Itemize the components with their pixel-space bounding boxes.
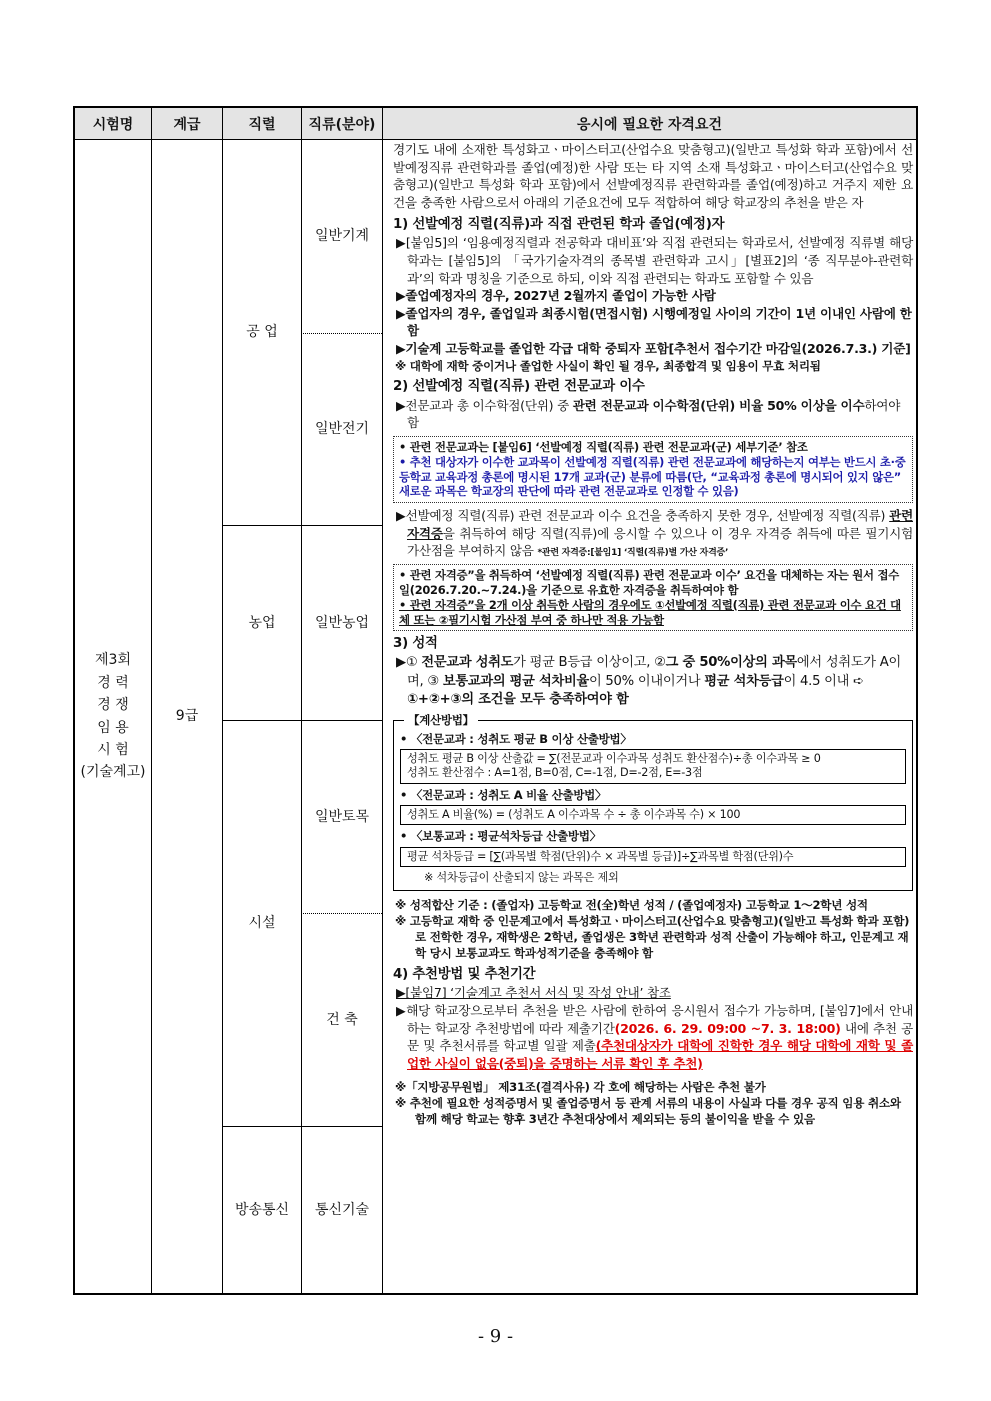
section-3-note: ※ 성적합산 기준 : (졸업자) 고등학교 전(全)학년 성적 / (졸업예정자) 고등학교 1～2학년 성적 xyxy=(395,897,868,912)
section-1-bullet: ▶[붙임5]의 ‘임용예정직렬과 전공학과 대비표’와 직접 관련되는 학과로서, 선발예정 직류별 해당 학과는 [붙임5]의 「국가기술자격의 종목별 관련학과 고시」[별표2]의 ‘종 직무분야-관련학과’의 학과 명칭을 기준으로 하되, 이와 직접 관련되는 학과도 포함할 수 있음 xyxy=(396,235,913,286)
text-run: 하여야 함 xyxy=(407,397,901,431)
section-2-bullet xyxy=(393,397,913,432)
series-bangsong: 방송통신 xyxy=(234,1201,290,1218)
exam-name-line: (기술계고) xyxy=(80,764,146,781)
text-run: 보통교과의 평균 석차비율 xyxy=(442,673,589,689)
notice-box xyxy=(393,564,913,631)
header-series: 직렬 xyxy=(223,108,301,139)
section-1-bullet: ▶기술계 고등학교를 졸업한 각급 대학 중퇴자 포함[추천서 접수기간 마감일(2026.7.3.) 기준] xyxy=(396,341,911,357)
section-2-title: 2) 선발예정 직렬(직류) 관련 전문교과 이수 xyxy=(393,378,645,394)
series-gongeop: 공 업 xyxy=(246,324,278,341)
section-1-title: 1) 선발예정 직렬(직류)과 직접 관련된 학과 졸업(예정)자 xyxy=(393,216,725,232)
calc-line: 평균 석차등급 = [∑(과목별 학점(단위)수 × 과목별 등급)]÷∑과목별 학점(단위)수 xyxy=(407,849,794,863)
header-grade: 계급 xyxy=(152,108,222,139)
text-run: ➪ ①+②+③의 조건을 모두 충족하여야 함 xyxy=(407,673,864,708)
exam-name-line: 경 력 xyxy=(97,674,129,691)
text-run: 전문교과 성취도 xyxy=(421,655,514,671)
field-tongsin: 통신기술 xyxy=(314,1201,370,1218)
section-3-title: 3) 성적 xyxy=(393,636,438,652)
section-2-bullet xyxy=(393,507,913,560)
series-siseol: 시설 xyxy=(248,915,276,932)
exam-name xyxy=(75,140,151,1293)
calc-subtitle: • 〈전문교과 : 성취도 A 비율 산출방법〉 xyxy=(400,787,607,802)
notice-line: • 관련 전문교과는 [붙임6] ‘선발예정 직렬(직류) 관련 전문교과(군) 세부기준’ 참조 xyxy=(399,439,808,454)
section-1-note: ※ 대학에 재학 중이거나 졸업한 사실이 확인 될 경우, 최종합격 및 임용이 무효 처리됨 xyxy=(395,358,821,373)
field-ilban-gigye: 일반기계 xyxy=(314,228,370,245)
intro-text: 경기도 내에 소재한 특성화고ㆍ마이스터고(산업수요 맞춤형고)(일반고 특성화 학과 포함)에서 선발예정직류 관련학과를 졸업(예정)한 사람 또는 타 지역 소재 특성화고ㆍ마이스터고(산업수요 맞춤형고)(일반고 특성화 학과 포함)에서 선발예정직류 관련학과를 졸업(예정)하고 거주지 제한 요건을 충족한 사람으로서 아래의 기준요건에 모두 적합하여 해당 학교장의 추천을 받은 자 xyxy=(393,142,913,210)
field-ilban-nongeop: 일반농업 xyxy=(314,614,370,631)
text-run: 관련 전문교과 이수학점(단위) 비율 50% 이상을 이수 xyxy=(572,397,865,413)
section-3-note: ※ 고등학교 재학 중 인문계고에서 특성화고ㆍ마이스터고(산업수요 맞춤형고)(일반고 특성화 학과 포함)로 전학한 경우, 재학생은 2학년, 졸업생은 3학년 관련학과 성적 산출이 가능해야 하고, 인문계고 재학 당시 보통교과도 학과성적기준을 충족해야 함 xyxy=(395,914,910,961)
header-field: 직류(분야) xyxy=(302,108,382,139)
header-requirements: 응시에 필요한 자격요건 xyxy=(383,108,916,139)
field-ilban-jeongi: 일반전기 xyxy=(314,421,370,438)
calc-line: 성취도 평균 B 이상 산출값 = ∑(전문교과 이수과목 성취도 환산점수)÷총 이수과목 ≥ 0 xyxy=(407,751,821,765)
text-run: 에서 성취도가 A이며, ③ xyxy=(407,655,902,689)
text-run: ▶선발예정 직렬(직류) 관련 전문교과 이수 요건을 충족하지 못한 경우, 선발예정 직렬(직류) xyxy=(396,508,890,524)
section-4-bullet: ▶[붙임7] ‘기술계고 추천서 서식 및 작성 안내’ 참조 xyxy=(396,985,671,1001)
exam-name-line: 경 쟁 xyxy=(97,697,129,714)
text-run: 가 평균 B등급 이상이고, ② xyxy=(513,655,666,671)
calculation-title: 【계산방법】 xyxy=(404,712,478,728)
notice-line: • 관련 자격증”을 2개 이상 취득한 사람의 경우에도 ①선발예정 직렬(직류) 관련 전문교과 이수 요건 대체 또는 ②필기시험 가산점 부여 중 하나만 적용 가능함 xyxy=(399,597,901,627)
text-run: 이 50% 이내이거나 xyxy=(588,673,705,689)
exam-name-line: 제3회 xyxy=(95,652,131,669)
text-run: 그 중 50%이상의 과목 xyxy=(665,655,797,671)
calc-note: ※ 석차등급이 산출되지 않는 과목은 제외 xyxy=(424,871,619,885)
field-ilban-tomok: 일반토목 xyxy=(314,808,370,825)
header-exam-name: 시험명 xyxy=(75,108,151,139)
text-run: ▶전문교과 총 이수학점(단위) 중 xyxy=(396,397,573,413)
section-1-bullet: ▶졸업예정자의 경우, 2027년 2월까지 졸업이 가능한 사람 xyxy=(396,288,716,304)
section-4-title: 4) 추천방법 및 추천기간 xyxy=(393,966,536,982)
section-1-bullet: ▶졸업자의 경우, 졸업일과 최종시험(면접시험) 시행예정일 사이의 기간이 1년 이내인 사람에 한함 xyxy=(396,305,912,339)
requirements-content xyxy=(393,141,913,1127)
text-run: *관련 자격증:[붙임1] ‘직렬(직류)별 가산 자격증’ xyxy=(537,548,729,559)
calc-subtitle: • 〈전문교과 : 성취도 평균 B 이상 산출방법〉 xyxy=(400,731,632,746)
grade: 9급 xyxy=(175,708,199,725)
text-run: ▶해당 학교장으로부터 추천을 받은 사람에 한하여 응시원서 접수가 가능하며, [붙임7]에서 안내하는 학교장 추천방법에 따라 제출기간 xyxy=(396,1003,913,1036)
qualification-table xyxy=(73,106,918,1295)
calc-formula-box xyxy=(400,749,906,784)
text-run: 내에 추천 공문 및 추천서류를 학교별 일괄 제출 xyxy=(407,1020,913,1054)
section-4-note: ※「지방공무원법」 제31조(결격사유) 각 호에 해당하는 사람은 추천 불가 xyxy=(395,1079,766,1094)
text-run: 을 취득하여 해당 직렬(직류)에 응시할 수 있으나 이 경우 자격증 취득에 따른 필기시험 가산점을 부여하지 않음 xyxy=(407,525,913,559)
notice-box xyxy=(393,436,913,503)
calc-line: 성취도 환산점수 : A=1점, B=0점, C=-1점, D=-2점, E=-3점 xyxy=(407,766,703,780)
text-run: 관련 자격증 xyxy=(407,508,913,541)
text-run: 이 4.5 이내 xyxy=(783,673,854,689)
series-nongeop: 농업 xyxy=(248,614,276,631)
text-run: (2026. 6. 29. 09:00 ~7. 3. 18:00) xyxy=(614,1020,841,1036)
calc-subtitle: • 〈보통교과 : 평균석차등급 산출방법〉 xyxy=(400,829,601,844)
calculation-box xyxy=(393,712,913,891)
section-4-bullet xyxy=(393,1002,913,1073)
calc-line: 성취도 A 비율(%) = (성취도 A 이수과목 수 ÷ 총 이수과목 수) × 100 xyxy=(407,807,741,821)
field-geonchuk: 건 축 xyxy=(326,1011,358,1028)
section-3-bullet xyxy=(393,654,913,709)
calc-formula-box xyxy=(400,805,906,826)
exam-name-line: 시 험 xyxy=(97,741,129,758)
page-number: - 9 - xyxy=(477,1326,514,1347)
text-run: 평균 석차등급 xyxy=(704,673,784,689)
text-run: (추천대상자가 대학에 진학한 경우 해당 대학에 재학 및 졸업한 사실이 없음(중퇴)을 증명하는 서류 확인 후 추천) xyxy=(407,1038,913,1071)
exam-name-line: 임 용 xyxy=(97,719,129,736)
text-run: ▶① xyxy=(396,655,422,671)
col-divider xyxy=(382,108,383,1293)
notice-line: • 관련 자격증”을 취득하여 ‘선발예정 직렬(직류) 관련 전문교과 이수’ 요건을 대체하는 자는 원서 접수일(2026.7.20.~7.24.)을 기준으로 유효한 자격증을 취득하여야 함 xyxy=(399,568,900,597)
notice-line: • 추천 대상자가 이수한 교과목이 선발예정 직렬(직류) 관련 전문교과에 해당하는지 여부는 반드시 초·중등학교 교육과정 총론에 명시된 17개 교과(군) 분류에 따름(단, “교육과정 총론에 명시되어 있지 않은” 새로운 과목은 학교장의 판단에 따라 관련 전문교과로 인정할 수 있음) xyxy=(399,454,906,499)
calc-formula-box xyxy=(400,847,906,868)
section-4-note: ※ 추천에 필요한 성적증명서 및 졸업증명서 등 관계 서류의 내용이 사실과 다를 경우 공직 임용 취소와 함께 해당 학교는 향후 3년간 추천대상에서 제외되는 등의 불이익을 받을 수 있음 xyxy=(395,1095,901,1126)
